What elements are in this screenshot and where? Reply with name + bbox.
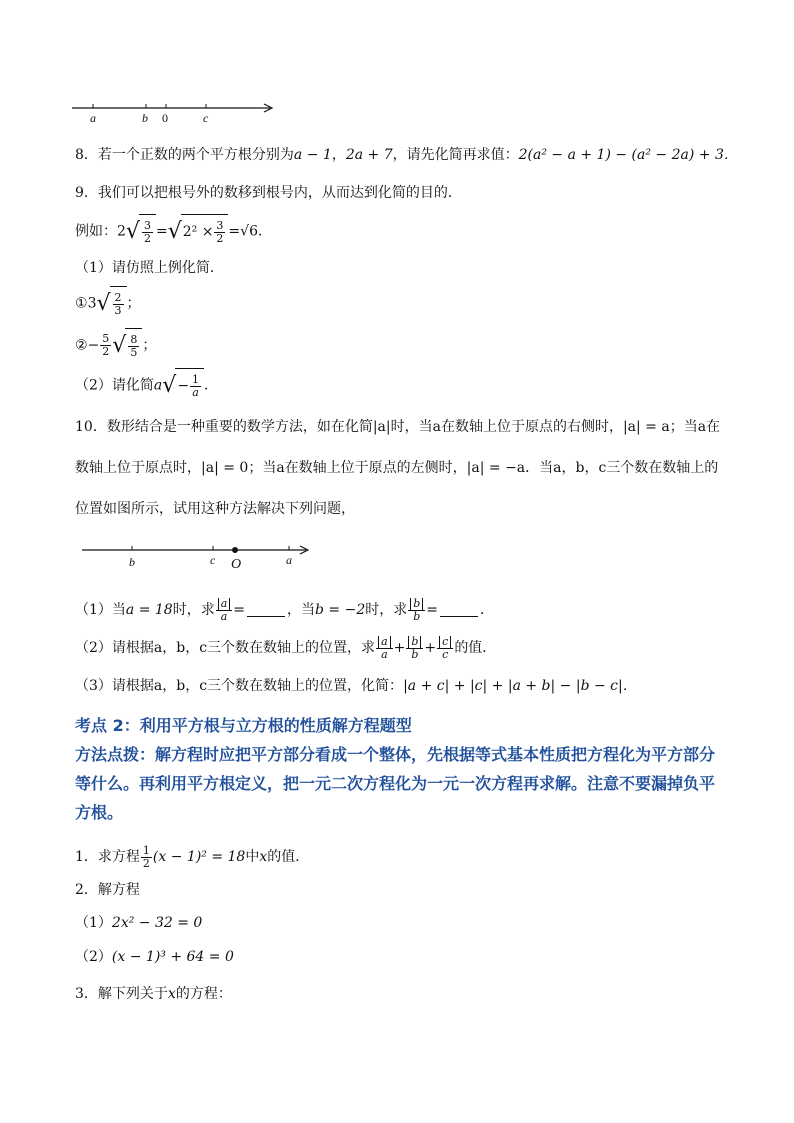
numberline2-label-a: a bbox=[286, 553, 292, 567]
q9-item-1-num: 2 bbox=[114, 290, 122, 304]
q8-number: 8． bbox=[75, 147, 98, 163]
q10-s1-c: 时，求 bbox=[172, 602, 215, 618]
numberline-label-zero: 0 bbox=[162, 111, 168, 125]
q9-item-2-end: ； bbox=[142, 337, 157, 354]
e1-text-a: 求方程 bbox=[97, 849, 140, 865]
numberline-label-c: c bbox=[203, 111, 209, 125]
numberline2-label-c: c bbox=[210, 553, 216, 567]
q9-part-2-sign: − bbox=[177, 378, 190, 394]
q9-part-2-end: ． bbox=[204, 377, 219, 394]
q9-example-result: √6 bbox=[240, 223, 258, 240]
e2-p2-label: （2） bbox=[75, 949, 112, 965]
q8-text-2: ，请先化简再求值： bbox=[392, 147, 519, 163]
abs-c-term: c bbox=[439, 636, 451, 648]
q9-example: 例如：2√ $\frac{3}{2}$ =√2² × $\frac{3}{2}$ =√6． bbox=[75, 214, 272, 248]
circled-one-icon: ① bbox=[75, 295, 88, 312]
e3-text-a: 3．解下列关于 bbox=[75, 986, 168, 1002]
e2-title: 2．解方程 bbox=[75, 882, 140, 898]
q9-part-2-coef: a bbox=[153, 377, 163, 394]
q9-part-1-text: （1）请仿照上例化简． bbox=[75, 260, 224, 276]
e2-p1-equation: 2x² − 32 = 0 bbox=[111, 915, 203, 931]
question-8 bbox=[75, 145, 738, 165]
q9-item-1-end: ； bbox=[126, 295, 141, 312]
radical-sign-icon: √ bbox=[167, 218, 182, 244]
q9-item-1-den: 3 bbox=[114, 303, 122, 317]
abs-b-denominator: b bbox=[413, 609, 421, 623]
q10-s1-a: （1）当 bbox=[75, 602, 126, 618]
q8-text: 若一个正数的两个平方根分别为 bbox=[97, 147, 294, 163]
radical-sign-icon: √ bbox=[125, 218, 140, 244]
circled-two-icon: ② bbox=[75, 337, 88, 354]
q10-paragraph: 数形结合是一种重要的数学方法，如在化简|a|时，当a在数轴上位于原点的右侧时，|a| = a；当a在数轴上位于原点时，|a| = 0；当a在数轴上位于原点的左侧时，|a| = −a．当a，b，c三个数在数轴上的位置如图所示，试用这种方法解决下列问题， bbox=[75, 419, 721, 517]
radical-sign-icon: √ bbox=[112, 332, 127, 358]
q9-item-2-num: 8 bbox=[130, 332, 138, 346]
q8-root-1: a − 1 bbox=[293, 147, 332, 163]
answer-blank-2[interactable] bbox=[440, 616, 478, 617]
q9-item-2-fden: 2 bbox=[102, 345, 110, 358]
radical-sign-icon: √ bbox=[162, 372, 177, 398]
e1-text-c: 中 bbox=[245, 849, 260, 865]
q9-example-mid: 2² × bbox=[182, 224, 214, 240]
q10-sub-1: （1）当a = 18时，求 $\frac{a}{a}$ = ，当b = −2时，求 $\frac{b}{b}$ = ． bbox=[75, 596, 495, 623]
q8-expression: 2(a² − a + 1) − (a² − 2a) + 3． bbox=[518, 147, 738, 163]
abs-b-numerator: b bbox=[410, 598, 423, 610]
e1-frac-num: 1 bbox=[142, 843, 150, 857]
q8-root-2: 2a + 7 bbox=[345, 147, 393, 163]
q10-s1-g: ． bbox=[480, 602, 495, 618]
numberline-figure-2 bbox=[80, 540, 315, 572]
q9-item-2 bbox=[75, 328, 156, 362]
numberline2-label-b: b bbox=[129, 555, 135, 569]
exercise-1 bbox=[75, 840, 309, 874]
q9-item-2-sign: − bbox=[87, 337, 100, 354]
q10-s1-d: ，当 bbox=[287, 602, 316, 618]
q10-sub-2: （2）请根据a，b，c三个数在数轴上的位置，求 $\frac{a}{a}$ + $\frac{b}{b}$ + $\frac{c}{c}$ 的值． bbox=[75, 634, 497, 661]
q9-example-den: 2 bbox=[143, 231, 151, 245]
radical-sign-icon: √ bbox=[96, 290, 111, 316]
exercise-2-part-2 bbox=[75, 947, 234, 967]
q8-sep: ， bbox=[331, 147, 346, 163]
numberline-figure-1 bbox=[70, 98, 280, 128]
e1-number: 1． bbox=[75, 849, 98, 865]
numberline2-label-o: O bbox=[231, 557, 242, 572]
q9-item-2-den: 5 bbox=[130, 345, 138, 359]
e3-variable: x bbox=[167, 986, 176, 1002]
q9-example-num: 3 bbox=[143, 218, 151, 232]
q10-s3-expression: |a + c| + |c| + |a + b| − |b − c|． bbox=[403, 678, 637, 694]
exercise-3 bbox=[75, 984, 232, 1004]
question-9 bbox=[75, 183, 462, 203]
q10-sub-3 bbox=[75, 676, 637, 696]
q9-item-1-coef: 3 bbox=[87, 295, 97, 312]
section-2-method-tip: 方法点拨：解方程时应把平方部分看成一个整体，先根据等式基本性质把方程化为平方部分等什么。再利用平方根定义，把一元二次方程化为一元一次方程再求解。注意不要漏掉负平方根。 bbox=[75, 745, 716, 822]
e1-frac-den: 2 bbox=[142, 856, 150, 870]
origin-dot-icon bbox=[232, 547, 238, 553]
numberline-label-a: a bbox=[90, 111, 96, 125]
q10-s1-b: a = 18 bbox=[125, 602, 173, 618]
q9-example-label: 例如： bbox=[75, 223, 117, 240]
q10-number: 10． bbox=[75, 419, 107, 435]
q9-part-1 bbox=[75, 258, 224, 278]
q10-s1-e: b = −2 bbox=[315, 602, 366, 618]
abs-b-term: b bbox=[408, 636, 421, 648]
q9-part-2 bbox=[75, 368, 218, 402]
q9-part-2-num: 1 bbox=[192, 372, 200, 386]
e2-p2-equation: (x − 1)³ + 64 = 0 bbox=[111, 949, 234, 965]
answer-blank-1[interactable] bbox=[247, 616, 285, 617]
q10-s3-text: （3）请根据a，b，c三个数在数轴上的位置，化简： bbox=[75, 678, 404, 694]
abs-a-numerator: a bbox=[218, 598, 231, 610]
q9-text: 我们可以把根号外的数移到根号内，从而达到化简的目的． bbox=[97, 185, 462, 201]
q9-number: 9． bbox=[75, 185, 98, 201]
e1-variable: x bbox=[259, 849, 268, 865]
q10-s2-end: 的值． bbox=[454, 640, 497, 656]
q9-example-num-2: 3 bbox=[216, 218, 224, 232]
numberline-label-b: b bbox=[142, 111, 148, 125]
q9-item-1 bbox=[75, 286, 141, 320]
section-2-heading: 考点 2：利用平方根与立方根的性质解方程题型 bbox=[75, 716, 412, 735]
abs-a-term: a bbox=[378, 636, 391, 648]
abs-a-denominator: a bbox=[220, 609, 228, 623]
q9-example-den-2: 2 bbox=[216, 231, 224, 245]
q9-part-2-den: a bbox=[192, 385, 199, 399]
q9-example-coef: 2 bbox=[117, 223, 126, 240]
e1-text-e: 的值． bbox=[267, 849, 310, 865]
exercise-2 bbox=[75, 880, 140, 900]
q9-item-2-fnum: 5 bbox=[102, 332, 110, 345]
q10-s2-text: （2）请根据a，b，c三个数在数轴上的位置，求 bbox=[75, 640, 376, 656]
exercise-2-part-1 bbox=[75, 913, 202, 933]
q9-example-end: ． bbox=[257, 223, 272, 240]
question-10 bbox=[75, 407, 725, 530]
e2-p1-label: （1） bbox=[75, 915, 112, 931]
q10-s1-f: 时，求 bbox=[365, 602, 408, 618]
q9-part-2-text: （2）请化简 bbox=[75, 377, 154, 394]
e3-text-c: 的方程： bbox=[175, 986, 232, 1002]
e1-equation: (x − 1)² = 18 bbox=[152, 849, 246, 865]
